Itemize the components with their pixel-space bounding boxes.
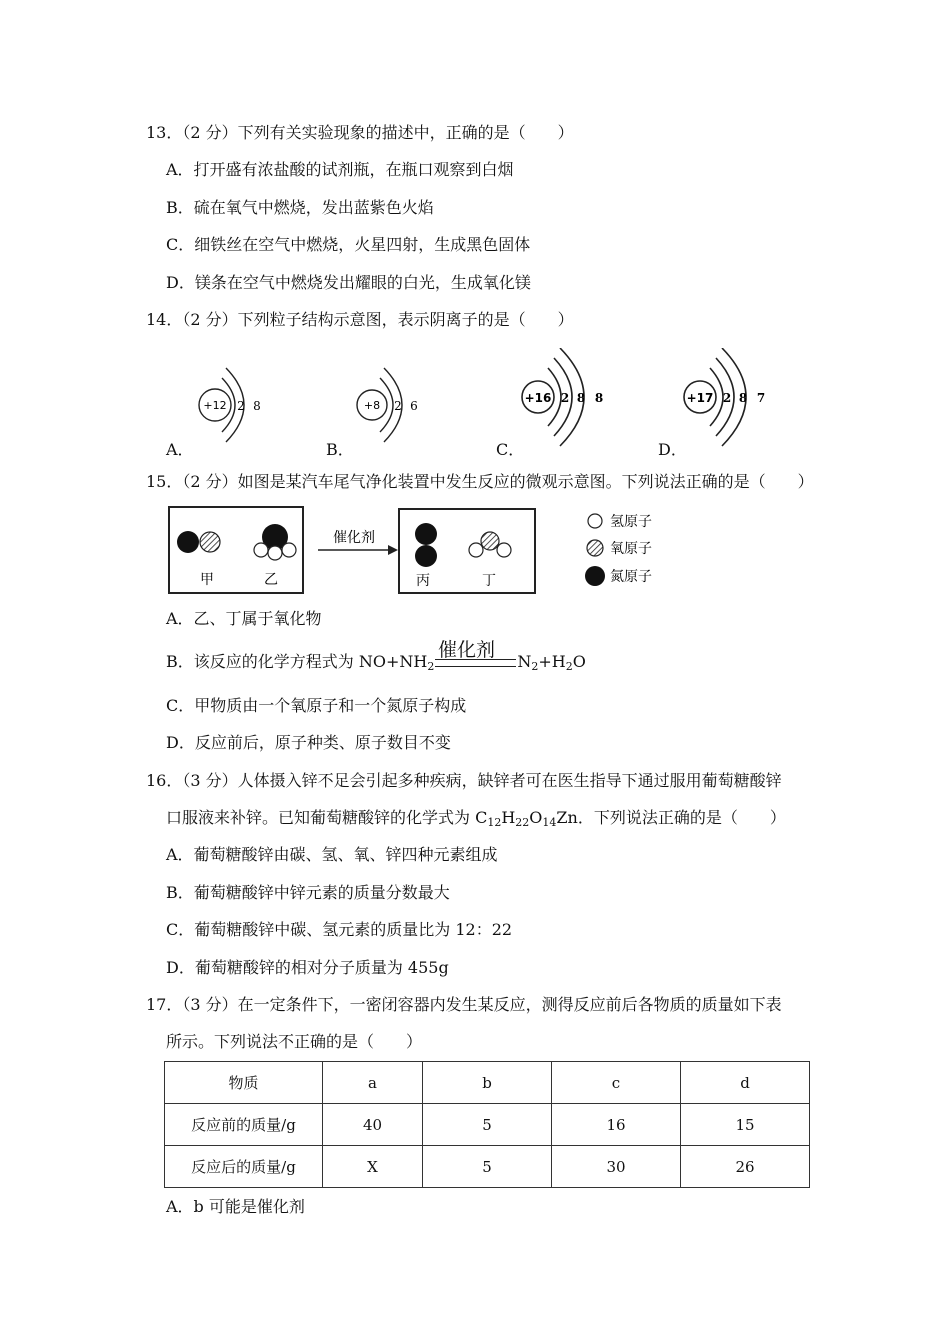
shell-electrons: 8 — [594, 391, 604, 405]
subscript: 2 — [531, 660, 539, 673]
product-label: 丙 — [416, 573, 430, 589]
subscript: 22 — [515, 816, 530, 829]
nitrogen-atom — [177, 531, 199, 553]
nucleus-charge: +12 — [203, 399, 227, 412]
shell-electrons: 7 — [756, 391, 766, 405]
equation-double-line — [435, 659, 516, 667]
q16-option-b: B．葡萄糖酸锌中锌元素的质量分数最大 — [166, 883, 450, 902]
table-cell: 反应前的质量/g — [165, 1104, 323, 1146]
table-cell: 30 — [552, 1146, 681, 1188]
arrow-head — [388, 545, 398, 555]
table-cell: 40 — [323, 1104, 423, 1146]
table-cell: 5 — [423, 1104, 552, 1146]
q16-option-d: D．葡萄糖酸锌的相对分子质量为 455g — [166, 958, 449, 977]
reactant-label: 甲 — [200, 572, 214, 588]
legend-label: 氮原子 — [610, 569, 652, 585]
table-cell: 反应后的质量/g — [165, 1146, 323, 1188]
atom-structure-diagrams — [160, 348, 800, 458]
hydrogen-atom — [497, 543, 511, 557]
shell-electrons: 8 — [253, 399, 261, 413]
q16-stem-line2 — [166, 807, 786, 829]
table-header-cell: b — [423, 1062, 552, 1104]
table-header-cell: 物质 — [165, 1062, 323, 1104]
nitrogen-atom — [415, 545, 437, 567]
hydrogen-atom — [268, 546, 282, 560]
q13-option-d: D．镁条在空气中燃烧发出耀眼的白光，生成氧化镁 — [166, 273, 531, 292]
table-header-cell: a — [323, 1062, 423, 1104]
table-header-cell: d — [681, 1062, 810, 1104]
equation-h: +H — [538, 652, 566, 671]
legend-oxygen-icon — [587, 540, 603, 556]
subscript: 12 — [487, 816, 502, 829]
q16-formula-prefix: 口服液来补锌。已知葡萄糖酸锌的化学式为 C — [166, 808, 488, 827]
nucleus-charge: +8 — [363, 399, 381, 412]
table-row — [165, 1146, 810, 1188]
nucleus-charge: +16 — [524, 391, 552, 405]
table-header-cell: c — [552, 1062, 681, 1104]
hydrogen-atom — [254, 543, 268, 557]
shell-electrons: 2 — [722, 391, 732, 405]
q13-option-b: B．硫在氧气中燃烧，发出蓝紫色火焰 — [166, 198, 434, 217]
q15-option-b — [166, 651, 586, 673]
legend-label: 氧原子 — [610, 541, 652, 557]
oxygen-atom — [200, 532, 220, 552]
nitrogen-atom — [415, 523, 437, 545]
atom-label-d: D． — [658, 440, 687, 459]
nucleus-charge: +17 — [686, 391, 714, 405]
q16-option-a: A．葡萄糖酸锌由碳、氢、氧、锌四种元素组成 — [166, 845, 498, 864]
atom-diagram-a — [160, 348, 310, 458]
table-cell: 26 — [681, 1146, 810, 1188]
equation-o: O — [572, 652, 586, 671]
q16-formula-suffix: Zn．下列说法正确的是（ ） — [556, 808, 786, 827]
shell-electrons: 2 — [560, 391, 570, 405]
mass-table — [164, 1061, 810, 1188]
q14-stem: 14．（2 分）下列粒子结构示意图，表示阴离子的是（ ） — [146, 310, 574, 329]
atom-label-b: B． — [326, 440, 354, 459]
subscript: 14 — [542, 816, 557, 829]
atom-diagram-c — [490, 348, 640, 458]
shell-electrons: 2 — [237, 399, 245, 413]
table-header-row — [165, 1062, 810, 1104]
shell-electrons: 8 — [738, 391, 748, 405]
equation-condition: 催化剂 — [438, 639, 496, 661]
q15-option-c: C．甲物质由一个氧原子和一个氮原子构成 — [166, 696, 467, 715]
equation-lhs: B．该反应的化学方程式为 NO+NH — [166, 652, 428, 671]
atom-diagram-d — [652, 348, 802, 458]
equation-n: N — [517, 652, 532, 671]
formula-h: H — [501, 808, 516, 827]
shell-electrons: 8 — [576, 391, 586, 405]
q13-option-c: C．细铁丝在空气中燃烧，火星四射，生成黑色固体 — [166, 235, 531, 254]
q16-stem-line1: 16．（3 分）人体摄入锌不足会引起多种疾病，缺锌者可在医生指导下通过服用葡萄糖酸锌 — [146, 771, 782, 790]
table-cell: 16 — [552, 1104, 681, 1146]
product-label: 丁 — [482, 573, 496, 589]
legend-label: 氢原子 — [610, 514, 652, 530]
formula-o: O — [529, 808, 543, 827]
legend-hydrogen-icon — [588, 514, 602, 528]
shell-electrons: 2 — [394, 399, 402, 413]
q13-stem: 13．（2 分）下列有关实验现象的描述中，正确的是（ ） — [146, 123, 574, 142]
q17-stem-line2: 所示。下列说法不正确的是（ ） — [166, 1032, 423, 1051]
q15-option-d: D．反应前后，原子种类、原子数目不变 — [166, 733, 451, 752]
q13-option-a: A．打开盛有浓盐酸的试剂瓶，在瓶口观察到白烟 — [166, 160, 514, 179]
hydrogen-atom — [469, 543, 483, 557]
table-cell: 15 — [681, 1104, 810, 1146]
subscript: 2 — [565, 660, 573, 673]
hydrogen-atom — [282, 543, 296, 557]
q17-option-a: A．b 可能是催化剂 — [166, 1197, 305, 1216]
reaction-micro-diagram — [168, 506, 688, 596]
table-cell: 5 — [423, 1146, 552, 1188]
atom-diagram-b — [320, 348, 470, 458]
atom-label-c: C． — [496, 440, 525, 459]
legend-nitrogen-icon — [585, 566, 605, 586]
atom-label-a: A． — [166, 440, 194, 459]
subscript: 2 — [427, 660, 435, 673]
q15-stem: 15．（2 分）如图是某汽车尾气净化装置中发生反应的微观示意图。下列说法正确的是（ ） — [146, 472, 814, 491]
q15-option-a: A．乙、丁属于氧化物 — [166, 609, 322, 628]
reactant-label: 乙 — [264, 572, 278, 588]
table-cell: X — [323, 1146, 423, 1188]
q16-option-c: C．葡萄糖酸锌中碳、氢元素的质量比为 12：22 — [166, 920, 513, 939]
q17-stem-line1: 17．（3 分）在一定条件下，一密闭容器内发生某反应，测得反应前后各物质的质量如下表 — [146, 995, 782, 1014]
arrow-catalyst-label: 催化剂 — [333, 530, 375, 546]
shell-electrons: 6 — [410, 399, 418, 413]
table-row — [165, 1104, 810, 1146]
oxygen-atom — [481, 532, 499, 550]
